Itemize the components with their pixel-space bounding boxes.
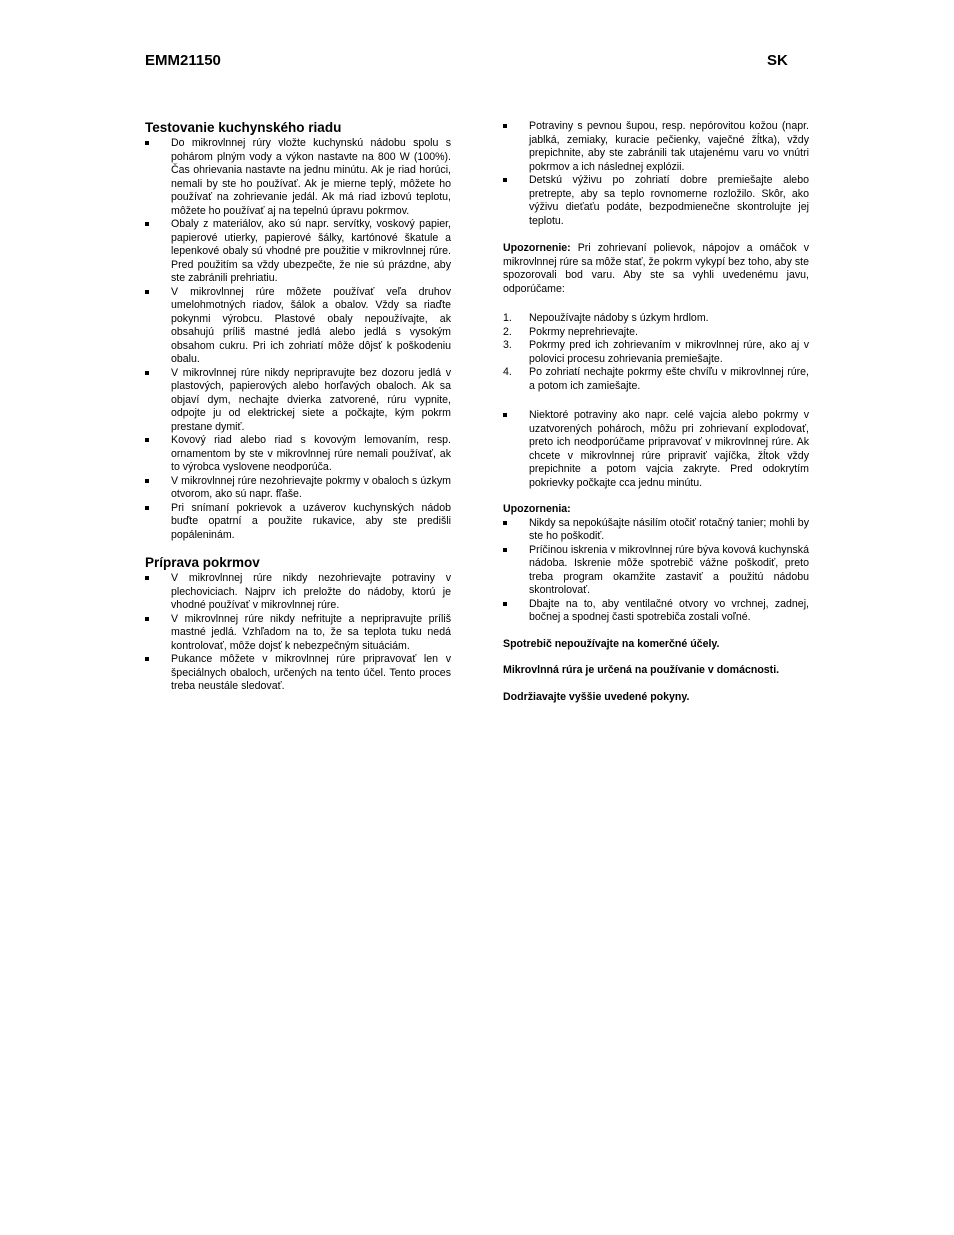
warnings-title: Upozornenia: (503, 503, 571, 515)
list-item: V mikrovlnnej rúre môžete používať veľa druhov umelohmotných riadov, šálok a obalov. Vždy sa riaďte pokynmi výrobcu. Plastové obaly nepoužívajte, ak obsahujú príliš mastné jedlá alebo jedlá s vysokým obsahom cukru. Pri ich zohriatí môže dôjsť k poškodeniu obalu. (145, 286, 451, 367)
numbered-item (503, 366, 809, 393)
list-item: Do mikrovlnnej rúry vložte kuchynskú nádobu spolu s pohárom plným vody a výkon nastavte na 800 W (100%). Čas ohrievania nastavte na jednu minútu. Ak je riad horúci, nemali by ste ho používať. Ak je mierne teplý, môžete ho používať na zohrievanie jedál. Ak má riad izbovú teplotu, môžete ho používať aj na tepelnú úpravu pokrmov. (145, 137, 451, 218)
model-number: EMM21150 (145, 52, 221, 69)
list-item: Niektoré potraviny ako napr. celé vajcia alebo pokrmy v uzatvorených pohároch, môžu pri zohrievaní explodovať, preto ich neodporúčame pripravovať v mikrovlnnej rúre. Ak chcete v mikrovlnnej rúre pripraviť vajíčka, žĺtok vždy prepichnite a potom vajcia zakryte. Pred odokrytím pokrievky počkajte cca jednu minútu. (503, 409, 809, 490)
eggs-list (503, 409, 809, 490)
numbered-item (503, 312, 809, 326)
final-note-household: Mikrovlnná rúra je určená na používanie v domácnosti. (503, 664, 780, 676)
item-text: Po zohriatí nechajte pokrmy ešte chvíľu v mikrovlnnej rúre, a potom ich zamiešajte. (529, 366, 809, 392)
section-title-food-preparation: Príprava pokrmov (145, 555, 260, 570)
numbered-item (503, 326, 809, 340)
list-item: Obaly z materiálov, ako sú napr. servítky, voskový papier, papierové utierky, papierové šálky, kartónové škatule a lepenkové obaly sú vhodné pre použitie v mikrovlnnej rúre. Pred použitím sa vždy ubezpečte, že nie sú prázdne, aby ste zabránili prehriatiu. (145, 218, 451, 286)
recommendations-list (503, 312, 809, 393)
list-item: V mikrovlnnej rúre nikdy nefritujte a nepripravujte príliš mastné jedlá. Vzhľadom na to, že sa teplota tuku nedá kontrolovať, môže dojsť k nebezpečným situáciám. (145, 613, 451, 654)
list-item: Pukance môžete v mikrovlnnej rúre pripravovať len v špeciálnych obaloch, určených na tento účel. Tento proces treba neustále sledovať. (145, 653, 451, 694)
left-column (145, 120, 451, 694)
section-title-cookware-test: Testovanie kuchynského riadu (145, 120, 342, 135)
food-safety-list (503, 120, 809, 228)
right-column (503, 120, 809, 704)
warnings-list (503, 517, 809, 625)
item-number: 4. (503, 366, 512, 378)
item-text: Pokrmy neprehrievajte. (529, 325, 638, 338)
food-preparation-list (145, 572, 451, 694)
language-code: SK (767, 52, 788, 69)
list-item: V mikrovlnnej rúre nikdy nezohrievajte potraviny v plechoviciach. Najprv ich preložte do nádoby, ktorú je vhodné používať v mikrovlnnej rúre. (145, 572, 451, 613)
list-item: V mikrovlnnej rúre nikdy nepripravujte bez dozoru jedlá v plastových, papierových alebo horľavých obaloch. Ak sa objaví dym, nechajte dvierka zatvorené, rúru vypnite, odpojte ju od elektrickej siete a počkajte, kým pokrm prestane dymiť. (145, 367, 451, 435)
list-item: Nikdy sa nepokúšajte násilím otočiť rotačný tanier; mohli by ste ho poškodiť. (503, 517, 809, 544)
list-item: Dbajte na to, aby ventilačné otvory vo vrchnej, zadnej, bočnej a spodnej časti spotrebiča zostali voľné. (503, 598, 809, 625)
list-item: Detskú výživu po zohriatí dobre premiešajte alebo pretrepte, aby sa teplo rovnomerne rozložilo. Skôr, ako výživu dieťaťu podáte, bezpodmienečne skontrolujte jej teplotu. (503, 174, 809, 228)
list-item: Príčinou iskrenia v mikrovlnnej rúre býva kovová kuchynská nádoba. Iskrenie môže spotrebič vážne poškodiť, preto treba program okamžite zastaviť a použitú nádobu skontrolovať. (503, 544, 809, 598)
list-item: V mikrovlnnej rúre nezohrievajte pokrmy v obaloch s úzkym otvorom, ako sú napr. fľaše. (145, 475, 451, 502)
item-number: 1. (503, 312, 512, 324)
final-note-commercial: Spotrebič nepoužívajte na komerčné účely. (503, 637, 720, 650)
warning-label: Upozornenie: (503, 242, 571, 254)
list-item: Pri snímaní pokrievok a uzáverov kuchynských nádob buďte opatrní a použite rukavice, aby ste predišli popáleninám. (145, 502, 451, 543)
item-text: Pokrmy pred ich zohrievaním v mikrovlnnej rúre, ako aj v polovici procesu zohrievania premiešajte. (529, 339, 809, 365)
final-note-instructions: Dodržiavajte vyššie uvedené pokyny. (503, 690, 690, 703)
list-item: Potraviny s pevnou šupou, resp. nepórovitou kožou (napr. jablká, zemiaky, kuracie pečienky, vaječné žĺtka), vždy prepichnite, aby ste zabránili tak utajenému varu vo vnútri pokrmov a ich následnej explózii. (503, 120, 809, 174)
numbered-item (503, 339, 809, 366)
item-text: Nepoužívajte nádoby s úzkym hrdlom. (529, 312, 709, 324)
cookware-test-list (145, 137, 451, 542)
item-number: 2. (503, 325, 512, 338)
warning-text: Pri zohrievaní polievok, nápojov a omáčok v mikrovlnnej rúre sa môže stať, že pokrm vykypí bez toho, aby ste spozorovali bod varu. Aby ste sa vyhli uvedenému javu, odporúčame: (503, 242, 809, 295)
item-number: 3. (503, 339, 512, 351)
list-item: Kovový riad alebo riad s kovovým lemovaním, resp. ornamentom by ste v mikrovlnnej rúre nemali používať, ak to výrobca vyslovene neodporúča. (145, 434, 451, 475)
warning-paragraph (503, 242, 809, 296)
